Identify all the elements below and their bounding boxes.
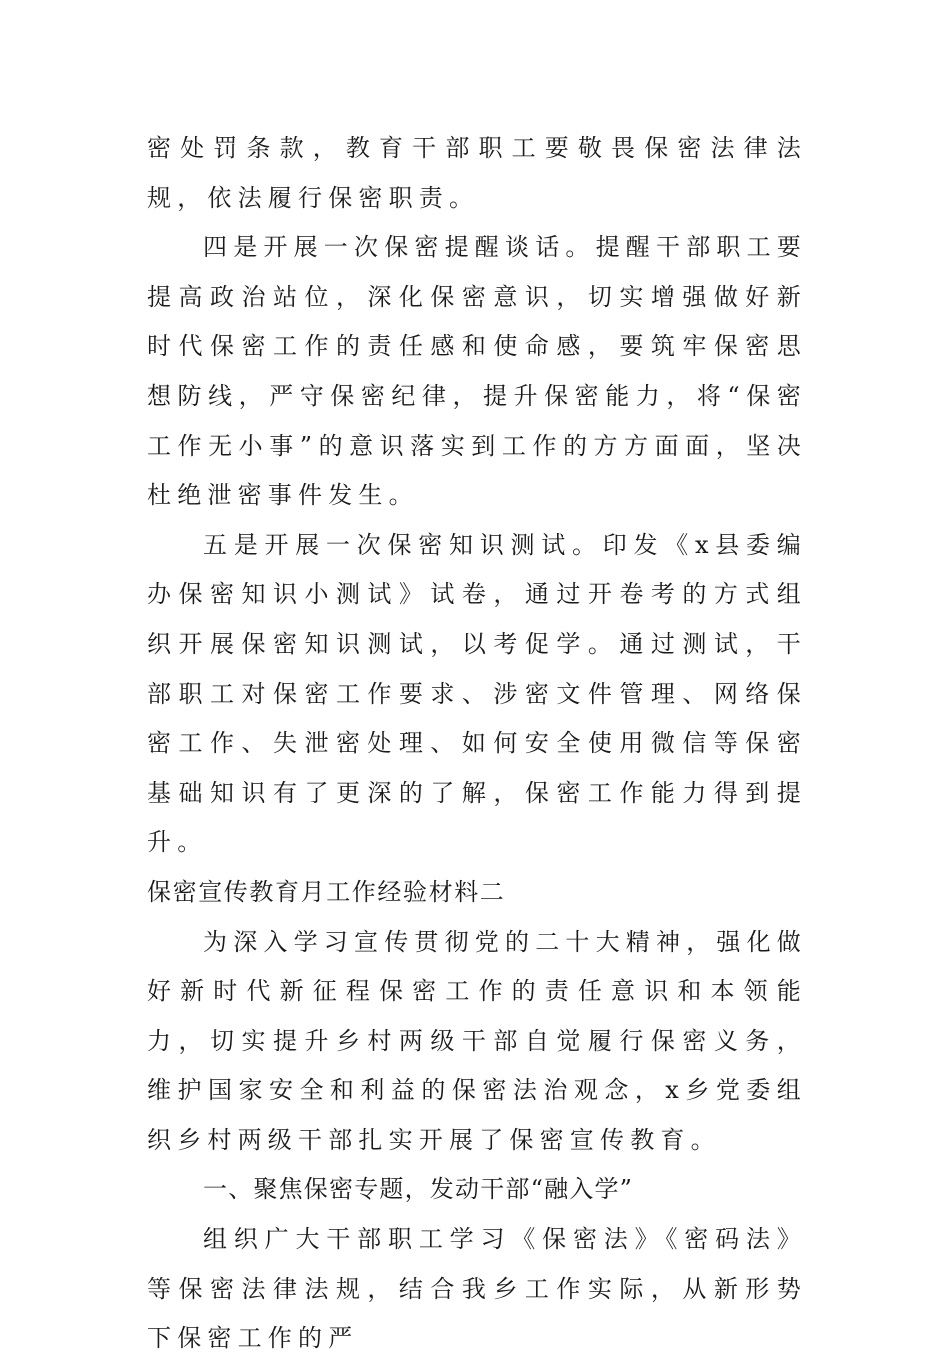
paragraph-item-four: 四是开展一次保密提醒谈话。提醒干部职工要提高政治站位，深化保密意识，切实增强做好新时代保密工作的责任感和使命感，要筑牢保密思想防线，严守保密纪律，提升保密能力，将“保密工作无小事”的意识落实到工作的方方面面，坚决杜绝泄密事件发生。 bbox=[147, 233, 807, 510]
paragraph-continuation: 密处罚条款，教育干部职工要敬畏保密法律法规，依法履行保密职责。 bbox=[147, 134, 807, 212]
paragraph-intro: 为深入学习宣传贯彻党的二十大精神，强化做好新时代新征程保密工作的责任意识和本领能力，切实提升乡村两级干部自觉履行保密义务，维护国家安全和利益的保密法治观念，x乡党委组织乡村两级干部扎实开展了保密宣传教育。 bbox=[147, 927, 807, 1154]
document-body bbox=[147, 124, 807, 1364]
section-heading: 一、聚焦保密专题，发动干部“融入学” bbox=[203, 1175, 634, 1204]
paragraph-item-five: 五是开展一次保密知识测试。印发《x县委编办保密知识小测试》试卷，通过开卷考的方式组织开展保密知识测试，以考促学。通过测试，干部职工对保密工作要求、涉密文件管理、网络保密工作、失泄密处理、如何安全使用微信等保密基础知识有了更深的了解，保密工作能力得到提升。 bbox=[147, 530, 807, 857]
paragraph-section-text: 组织广大干部职工学习《保密法》《密码法》等保密法律法规，结合我乡工作实际，从新形势下保密工作的严 bbox=[147, 1225, 807, 1353]
document-subtitle: 保密宣传教育月工作经验材料二 bbox=[147, 877, 506, 906]
